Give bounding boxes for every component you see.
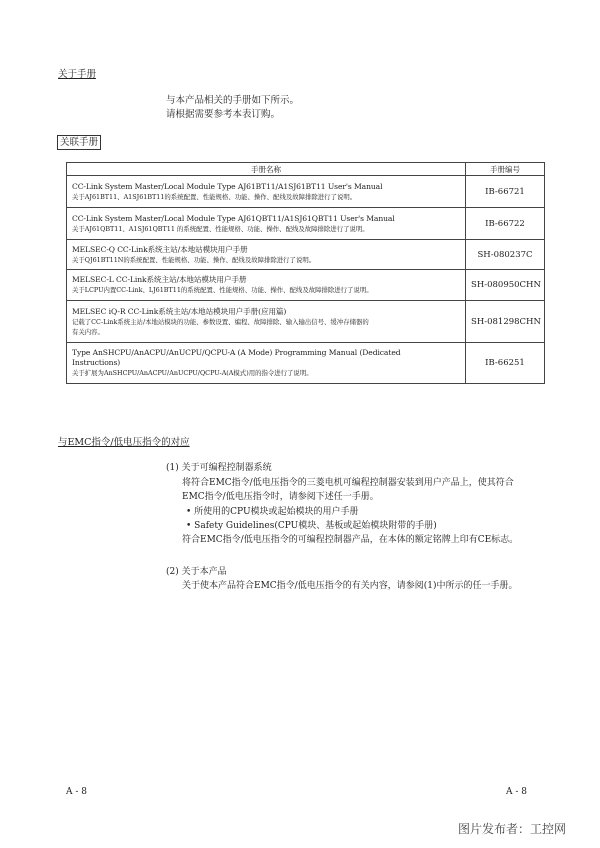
manual-title: CC-Link System Master/Local Module Type AJ61BT11/A1SJ61BT11 User's Manual: [72, 181, 383, 191]
manual-title: MELSEC iQ-R CC-Link系统主站/本地站模块用户手册(应用篇): [72, 306, 287, 316]
manual-description: 关于LCPU内置CC-Link、LJ61BT11的系统配置、性能规格、功能、操作、配线及故障排除进行了说明。: [72, 286, 373, 294]
intro-line-1: 与本产品相关的手册如下所示。: [166, 95, 300, 106]
related-manuals-table: [66, 162, 545, 384]
watermark: 图片发布者：工控网: [458, 822, 567, 836]
section-title-emc: 与EMC指令/低电压指令的对应: [58, 437, 190, 448]
intro-line-2: 请根据需要参考本表订购。: [166, 109, 281, 120]
manual-description: 关于QJ61BT11N的系统配置、性能规格、功能、操作、配线及故障排除进行了说明。: [72, 255, 316, 264]
table-row: [67, 208, 545, 240]
table-header-row: [67, 163, 545, 176]
manual-description: 关于AJ61QBT11、A1SJ61QBT11 的系统配置、性能规格、功能、操作、配线及故障排除进行了说明。: [72, 224, 369, 233]
related-manuals-label: 关联手册: [57, 135, 101, 150]
table-row: [67, 240, 545, 270]
manual-title: CC-Link System Master/Local Module Type AJ61QBT11/A1SJ61QBT11 User's Manual: [72, 213, 395, 223]
manual-description: 记载了CC-Link系统主站/本地站模块的功能、参数设置、编程、故障排除、输入输出信号、缓冲存储器的: [72, 317, 369, 326]
manual-title: MELSEC-L CC-Link系统主站/本地站模块用户手册: [72, 275, 247, 284]
table-row: [67, 270, 545, 301]
manual-title: MELSEC-Q CC-Link系统主站/本地站模块用户手册: [72, 244, 248, 254]
table-row: [67, 301, 545, 343]
table-row: [67, 343, 545, 384]
manual-number: SH-080237C: [466, 240, 545, 270]
item-1-line-2: EMC指令/低电压指令时，请参阅下述任一手册。: [182, 492, 379, 502]
manual-number: SH-080950CHN: [466, 270, 545, 301]
item-2-heading: (2) 关于本产品: [166, 567, 227, 577]
column-header-manual-number: 手册编号: [466, 163, 545, 176]
page-number-left: A - 8: [66, 787, 87, 797]
column-header-manual-name: 手册名称: [67, 163, 466, 176]
item-1-line-3: 符合EMC指令/低电压指令的可编程控制器产品，在本体的额定铭牌上印有CE标志。: [182, 535, 519, 545]
manual-number: SH-081298CHN: [466, 301, 545, 343]
manual-number: IB-66251: [466, 343, 545, 384]
manual-description: 关于扩展为AnSHCPU/AnACPU/AnUCPU/QCPU-A(A模式)用的指令进行了说明。: [72, 369, 313, 377]
item-2-line-1: 关于使本产品符合EMC指令/低电压指令的有关内容，请参阅(1)中所示的任一手册。: [182, 581, 518, 591]
manual-number: IB-66721: [466, 176, 545, 208]
table-row: [67, 176, 545, 208]
section-title-about-manual: 关于手册: [58, 69, 97, 80]
page-number-right: A - 8: [506, 787, 527, 797]
manual-number: IB-66722: [466, 208, 545, 240]
manual-title-continued: Instructions): [72, 358, 121, 367]
manual-description: 关于AJ61BT11、A1SJ61BT11的系统配置、性能规格、功能、操作、配线及故障排除进行了说明。: [72, 192, 357, 201]
manual-title: Type AnSHCPU/AnACPU/AnUCPU/QCPU-A (A Mode) Programming Manual (Dedicated: [72, 348, 401, 357]
item-1-heading: (1) 关于可编程控制器系统: [166, 463, 272, 473]
item-1-bullet-1: • 所使用的CPU模块或起始模块的用户手册: [186, 507, 359, 517]
item-1-line-1: 将符合EMC指令/低电压指令的三菱电机可编程控制器安装到用户产品上，使其符合: [182, 478, 514, 488]
manual-description-continued: 有关内容。: [72, 327, 104, 336]
item-1-bullet-2: • Safety Guidelines(CPU模块、基板或起始模块附带的手册): [186, 521, 437, 531]
